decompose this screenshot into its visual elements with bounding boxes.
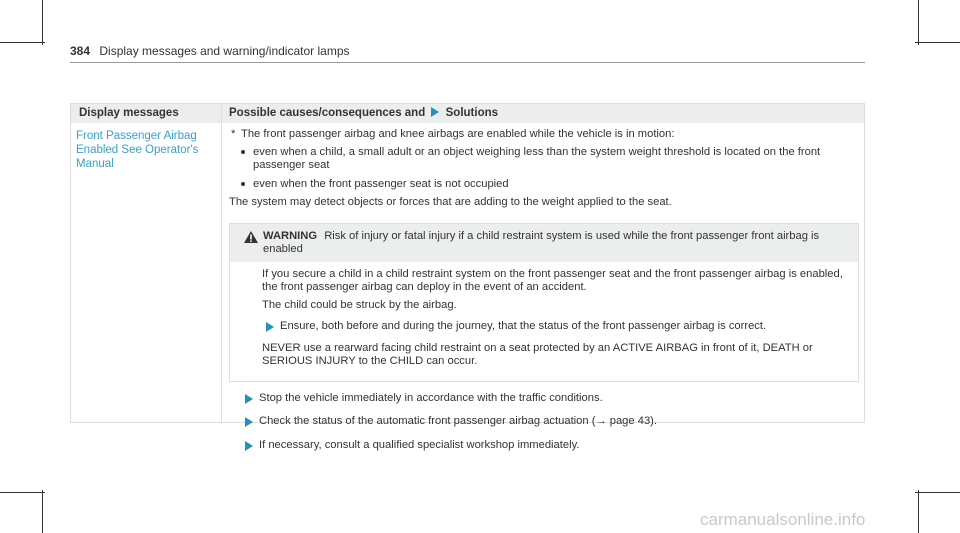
solution-step-text: If necessary, consult a qualified specialist workshop immediately. — [259, 438, 580, 451]
display-messages-table — [70, 103, 865, 451]
column-divider — [221, 104, 222, 422]
crop-mark — [915, 42, 960, 43]
warning-body — [230, 262, 858, 381]
header-divider — [70, 62, 865, 63]
watermark: carmanualsonline.info — [700, 510, 866, 529]
crop-mark — [915, 492, 960, 493]
condition-list — [229, 146, 859, 192]
table-header — [71, 104, 864, 123]
warning-header — [230, 224, 858, 262]
warning-step — [262, 320, 850, 334]
list-item-text: even when the front passenger seat is not occupied — [253, 177, 509, 190]
bullet-icon — [241, 182, 245, 186]
step-arrow-icon — [245, 441, 253, 451]
crop-mark — [918, 0, 919, 45]
causes-solutions-cell — [229, 128, 859, 462]
solution-step — [229, 392, 859, 406]
header-solutions-text: Solutions — [445, 107, 499, 119]
warning-step-text: Ensure, both before and during the journey, that the status of the front passenger airbag is correct. — [280, 320, 767, 332]
warning-title: WARNING — [263, 229, 318, 242]
intro-text: The front passenger airbag and knee airbags are enabled while the vehicle is in motion: — [241, 128, 675, 140]
step-arrow-icon — [266, 322, 274, 332]
solution-step — [229, 415, 859, 429]
detect-paragraph: The system may detect objects or forces that are adding to the weight applied to the seat. — [229, 196, 672, 208]
step-arrow-icon — [245, 394, 253, 404]
crop-mark — [918, 490, 919, 533]
warning-box — [229, 223, 859, 382]
warning-never-text: NEVER use a rearward facing child restraint on a seat protected by an ACTIVE AIRBAG in front of it, DEATH or SERIOUS INJURY to the CHILD can occur. — [262, 341, 813, 367]
list-item — [229, 178, 859, 192]
footnote-star: * — [231, 128, 236, 140]
step-arrow-icon — [245, 417, 253, 427]
column-header-causes-solutions — [229, 107, 498, 119]
warning-paragraph: The child could be struck by the airbag. — [262, 298, 457, 311]
warning-head-text: Risk of injury or fatal injury if a child restraint system is used while the front passenger front airbag is enabled — [263, 229, 820, 255]
solution-step-text: Stop the vehicle immediately in accordance with the traffic conditions. — [259, 391, 603, 404]
warning-triangle-icon — [244, 231, 258, 243]
section-title: Display messages and warning/indicator lamps — [99, 44, 350, 58]
column-header-display-messages: Display messages — [79, 107, 179, 119]
list-item — [229, 146, 859, 173]
crop-mark — [42, 490, 43, 533]
crop-mark — [0, 42, 45, 43]
warning-paragraph: If you secure a child in a child restraint system on the front passenger seat and the front passenger airbag is enabled, the front passenger airbag can deploy in the event of an accident. — [262, 267, 843, 293]
crop-mark — [42, 0, 43, 45]
list-item-text: even when a child, a small adult or an object weighing less than the system weight threshold is located on the front passenger seat — [253, 145, 821, 171]
display-message-text: Front Passenger Airbag Enabled See Operator's Manual — [76, 130, 199, 170]
page-number: 384 — [70, 44, 91, 58]
solution-step — [229, 439, 859, 453]
header-causes-text: Possible causes/consequences and — [229, 107, 426, 119]
intro-note — [229, 128, 859, 142]
solution-steps — [229, 392, 859, 453]
page-header — [70, 44, 350, 58]
solution-step-text: Check the status of the automatic front passenger airbag actuation (→ page 43). — [259, 415, 658, 427]
crop-mark — [0, 492, 45, 493]
bullet-icon — [241, 150, 245, 154]
solutions-arrow-icon — [431, 107, 439, 117]
